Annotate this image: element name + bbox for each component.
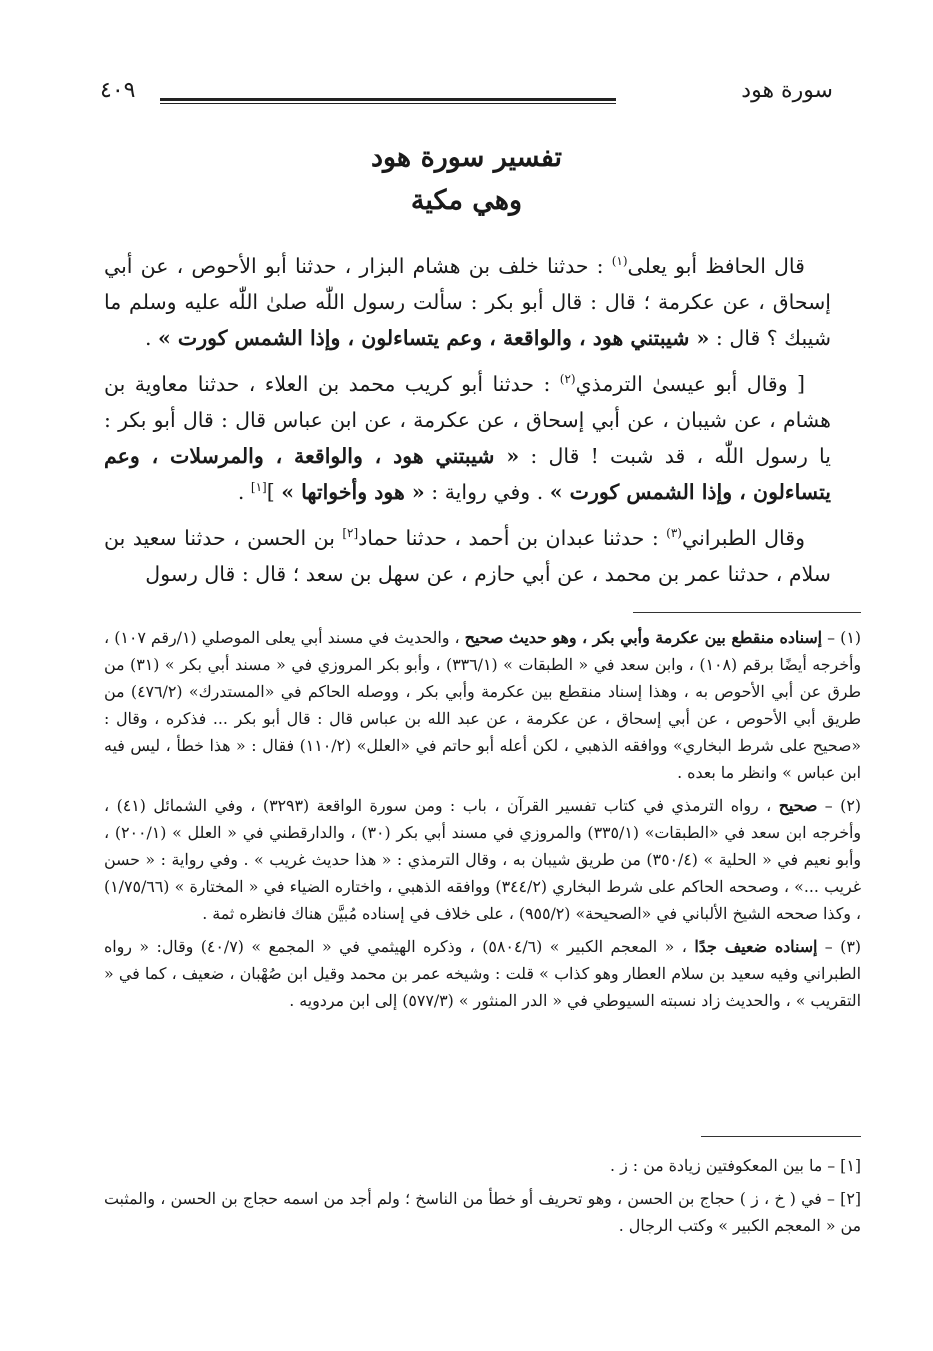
footnote-text: ، رواه الترمذي في كتاب تفسير القرآن ، باب : ومن سورة الواقعة (٣٢٩٣) ، وفي الشمائل (٤١) ، وأخرجه ابن سعد في «الطبقات» (٣٣٥/١) والمروزي في مسند أبي بكر (٣٠) ، والدارقطني في « العلل » (٢٠٠/١) ، وأبو نعيم في « الحلية » (٣٥٠/٤) من طريق شيبان به ، وقال الترمذي : « هذا حديث غريب » . وفي رواية : « حسن غريب ...» ، وصححه الحاكم على شرط البخاري (٣٤٤/٢) ووافقه الذهبي ، واختاره الضياء في « المختارة » (١/٧٥/٦٦) ، وكذا صححه الشيخ الألباني في «الصحيحة» (٩٥٥/٢) ، على خلاف في إسناده مُبيَّن هناك فانظره ثمة . xyxy=(104,796,861,923)
footnote-ref: (٣) xyxy=(666,526,682,541)
text-span: . وفي رواية : xyxy=(424,480,550,504)
footnote-number: (٢) – xyxy=(817,796,861,815)
footnote-3 xyxy=(104,933,861,1014)
text-span: . xyxy=(144,326,158,350)
footnote-text: ، « المعجم الكبير » (٥٨٠٤/٦) ، وذكره الهيثمي في « المجمع » (٤٠/٧) وقال: « رواه الطبراني وفيه سعيد بن سلام العطار وهو كذاب » قلت : وشيخه عمر بن محمد وقيل ابن صُهْبان ، ضعيف ، كما في « التقريب » ، والحديث زاد نسبته السيوطي في « الدر المنثور » (٥٧٧/٣) إلى ابن مردويه . xyxy=(104,937,861,1010)
editor-note-text: ما بين المعكوفتين زيادة من : ز . xyxy=(610,1156,823,1175)
editor-note-ref: [١] xyxy=(250,480,267,495)
chapter-subtitle: وهي مكية xyxy=(410,185,523,216)
paragraph-abu-yala xyxy=(104,248,831,356)
footnote-2 xyxy=(104,792,861,927)
text-span: وقال الطبراني xyxy=(681,526,805,550)
editor-note-text: في ( خ ، ز ) حجاج بن الحسن ، وهو تحريف أو خطأ من الناسخ ؛ ولم أجد من اسمه حجاج بن الحسن ، والمثبت من « المعجم الكبير » وكتب الرجال . xyxy=(104,1189,861,1235)
editor-note-number: [٢] – xyxy=(821,1189,861,1208)
page-number: ٤٠٩ xyxy=(100,78,136,103)
text-span: ] xyxy=(266,480,282,504)
footnote-number: (٣) – xyxy=(817,937,861,956)
text-span: : حدثنا عبدان بن أحمد ، حدثنا حماد xyxy=(358,526,667,550)
footnote-ref: (١) xyxy=(611,254,628,269)
text-span: قال الحافظ أبو يعلى xyxy=(627,254,805,278)
footnote-separator xyxy=(633,612,861,613)
footnote-text: ، والحديث في مسند أبي يعلى الموصلي (١/رقم ١٠٧) ، وأخرجه أيضًا برقم (١٠٨) ، وابن سعد في « الطبقات » (٣٣٦/١) ، وأبو بكر المروزي في « مسند أبي بكر » (٣١) من طرق عن أبي الأحوص به ، وهذا إسناد منقطع بين عكرمة وأبي بكر ، ووصله الحاكم في «المستدرك» (٤٧٦/٢) من طريق أبي الأحوص ، عن أبي إسحاق ، عن عكرمة ، عن عبد الله بن عباس قال : قال أبو بكر ... فذكره ، وقال : «صحيح على شرط البخاري» ووافقه الذهبي ، لكن أعله أبو حاتم في «العلل» (١١٠/٢) فقال : « هذا خطأ ، ليس فيه ابن عباس » وانظر ما بعده . xyxy=(104,628,862,782)
editor-note-ref: [٢] xyxy=(342,526,359,541)
editor-note-1 xyxy=(104,1152,861,1179)
hadith-quote: « شيبتني هود ، والواقعة ، والمرسلات ، وعم يتساءلون ، وإذا الشمس كورت » xyxy=(104,444,831,504)
footnote-verdict: إسناده منقطع بين عكرمة وأبي بكر ، وهو حديث صحيح xyxy=(464,628,823,647)
paragraph-tabarani xyxy=(104,520,831,592)
header-rule xyxy=(160,98,616,104)
footnote-number: (١) – xyxy=(822,628,861,647)
text-span: : حدثنا خلف بن هشام البزار ، حدثنا أبو الأحوص ، عن أبي إسحاق ، عن عكرمة ؛ قال : قال أبو بكر : سألت رسول اللّٰه صلىٰ اللّٰه عليه وسلم ما شيبك ؟ قال : xyxy=(104,254,831,350)
editor-note-2 xyxy=(104,1185,861,1239)
footnote-verdict: إسناده ضعيف جدًا xyxy=(694,937,818,956)
running-header xyxy=(100,78,833,118)
editor-notes xyxy=(104,1152,861,1245)
running-header-title: سورة هود xyxy=(741,78,833,103)
text-span: . xyxy=(237,480,251,504)
hadith-quote: « شيبتني هود ، والواقعة ، وعم يتساءلون ، وإذا الشمس كورت » xyxy=(157,326,710,350)
text-span: [ وقال أبو عيسىٰ الترمذي xyxy=(575,372,805,396)
main-text xyxy=(104,248,831,602)
hadith-quote-variant: « هود وأخواتها » xyxy=(281,480,425,504)
footnotes xyxy=(104,624,861,1020)
text-span: بن الحسن ، حدثنا سعيد بن سلام ، حدثنا عمر بن محمد ، عن أبي حازم ، عن سهل بن سعد ؛ قال : قال رسول xyxy=(104,526,831,586)
chapter-titles xyxy=(100,142,833,216)
editor-note-number: [١] – xyxy=(822,1156,861,1175)
chapter-title: تفسير سورة هود xyxy=(370,142,563,173)
text-span: : حدثنا أبو كريب محمد بن العلاء ، حدثنا معاوية بن هشام ، عن شيبان ، عن أبي إسحاق ، عن عكرمة ، عن ابن عباس قال : قال أبو بكر : يا رسول اللّٰه ، قد شبت ! قال : xyxy=(104,372,832,468)
footnote-verdict: صحيح xyxy=(778,796,818,815)
footnote-ref: (٢) xyxy=(559,372,576,387)
editor-notes-separator xyxy=(701,1136,861,1137)
paragraph-tirmidhi xyxy=(104,366,831,510)
footnote-1 xyxy=(104,624,861,786)
